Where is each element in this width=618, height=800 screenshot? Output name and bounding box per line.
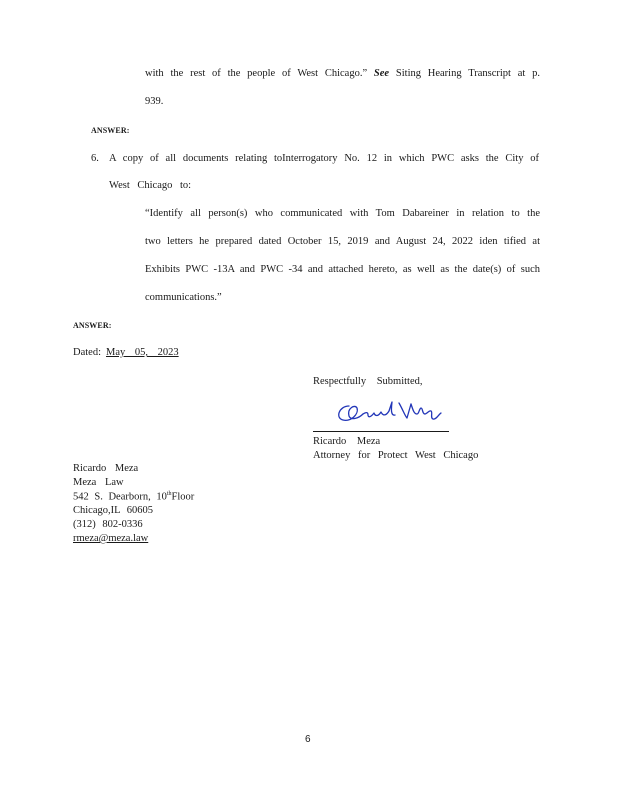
continuation-line-1 [145,68,540,79]
see-signal: See [373,68,390,79]
contact-firm: Meza Law [73,477,124,488]
item-number: 6. [91,153,99,164]
signature-closing: Respectfully Submitted, [313,376,423,387]
signature-line [313,431,449,432]
item-text-line-1: A copy of all documents relating toInterrogatory No. 12 in which PWC asks the City of [109,153,539,164]
contact-email-link[interactable]: rmeza@meza.law [73,533,149,544]
item-text-line-2: West Chicago to: [109,180,192,191]
answer-label-2: ANSWER: [73,321,112,330]
contact-phone: (312) 802-0336 [73,519,143,530]
contact-address [73,491,194,503]
signer-name: Ricardo Meza [313,436,381,447]
contact-address-floor: Floor [171,491,195,503]
dated-value: May 05, 2023 [106,347,179,358]
continuation-text-pre: with the rest of the people of West Chicago.” [145,68,368,79]
quote-line-4: communications.” [145,292,222,303]
contact-address-sup: th [166,491,172,497]
quote-line-3: Exhibits PWC -13A and PWC -34 and attached hereto, as well as the date(s) of such [145,264,540,275]
continuation-line-2: 939. [145,96,164,107]
answer-label-1: ANSWER: [91,126,130,135]
signer-title: Attorney for Protect West Chicago [313,450,479,461]
contact-city: Chicago,IL 60605 [73,505,154,516]
quote-line-1: “Identify all person(s) who communicated with Tom Dabareiner in relation to the [145,208,540,219]
continuation-text-post: Siting Hearing Transcript at p. [395,68,541,79]
handwritten-signature [333,396,445,428]
contact-address-main: 542 S. Dearborn, 10 [73,491,167,503]
contact-name: Ricardo Meza [73,463,139,474]
quote-line-2: two letters he prepared dated October 15, 2019 and August 24, 2022 iden tified at [145,236,540,247]
dated-label: Dated: [73,347,101,358]
page-number: 6 [305,734,311,745]
